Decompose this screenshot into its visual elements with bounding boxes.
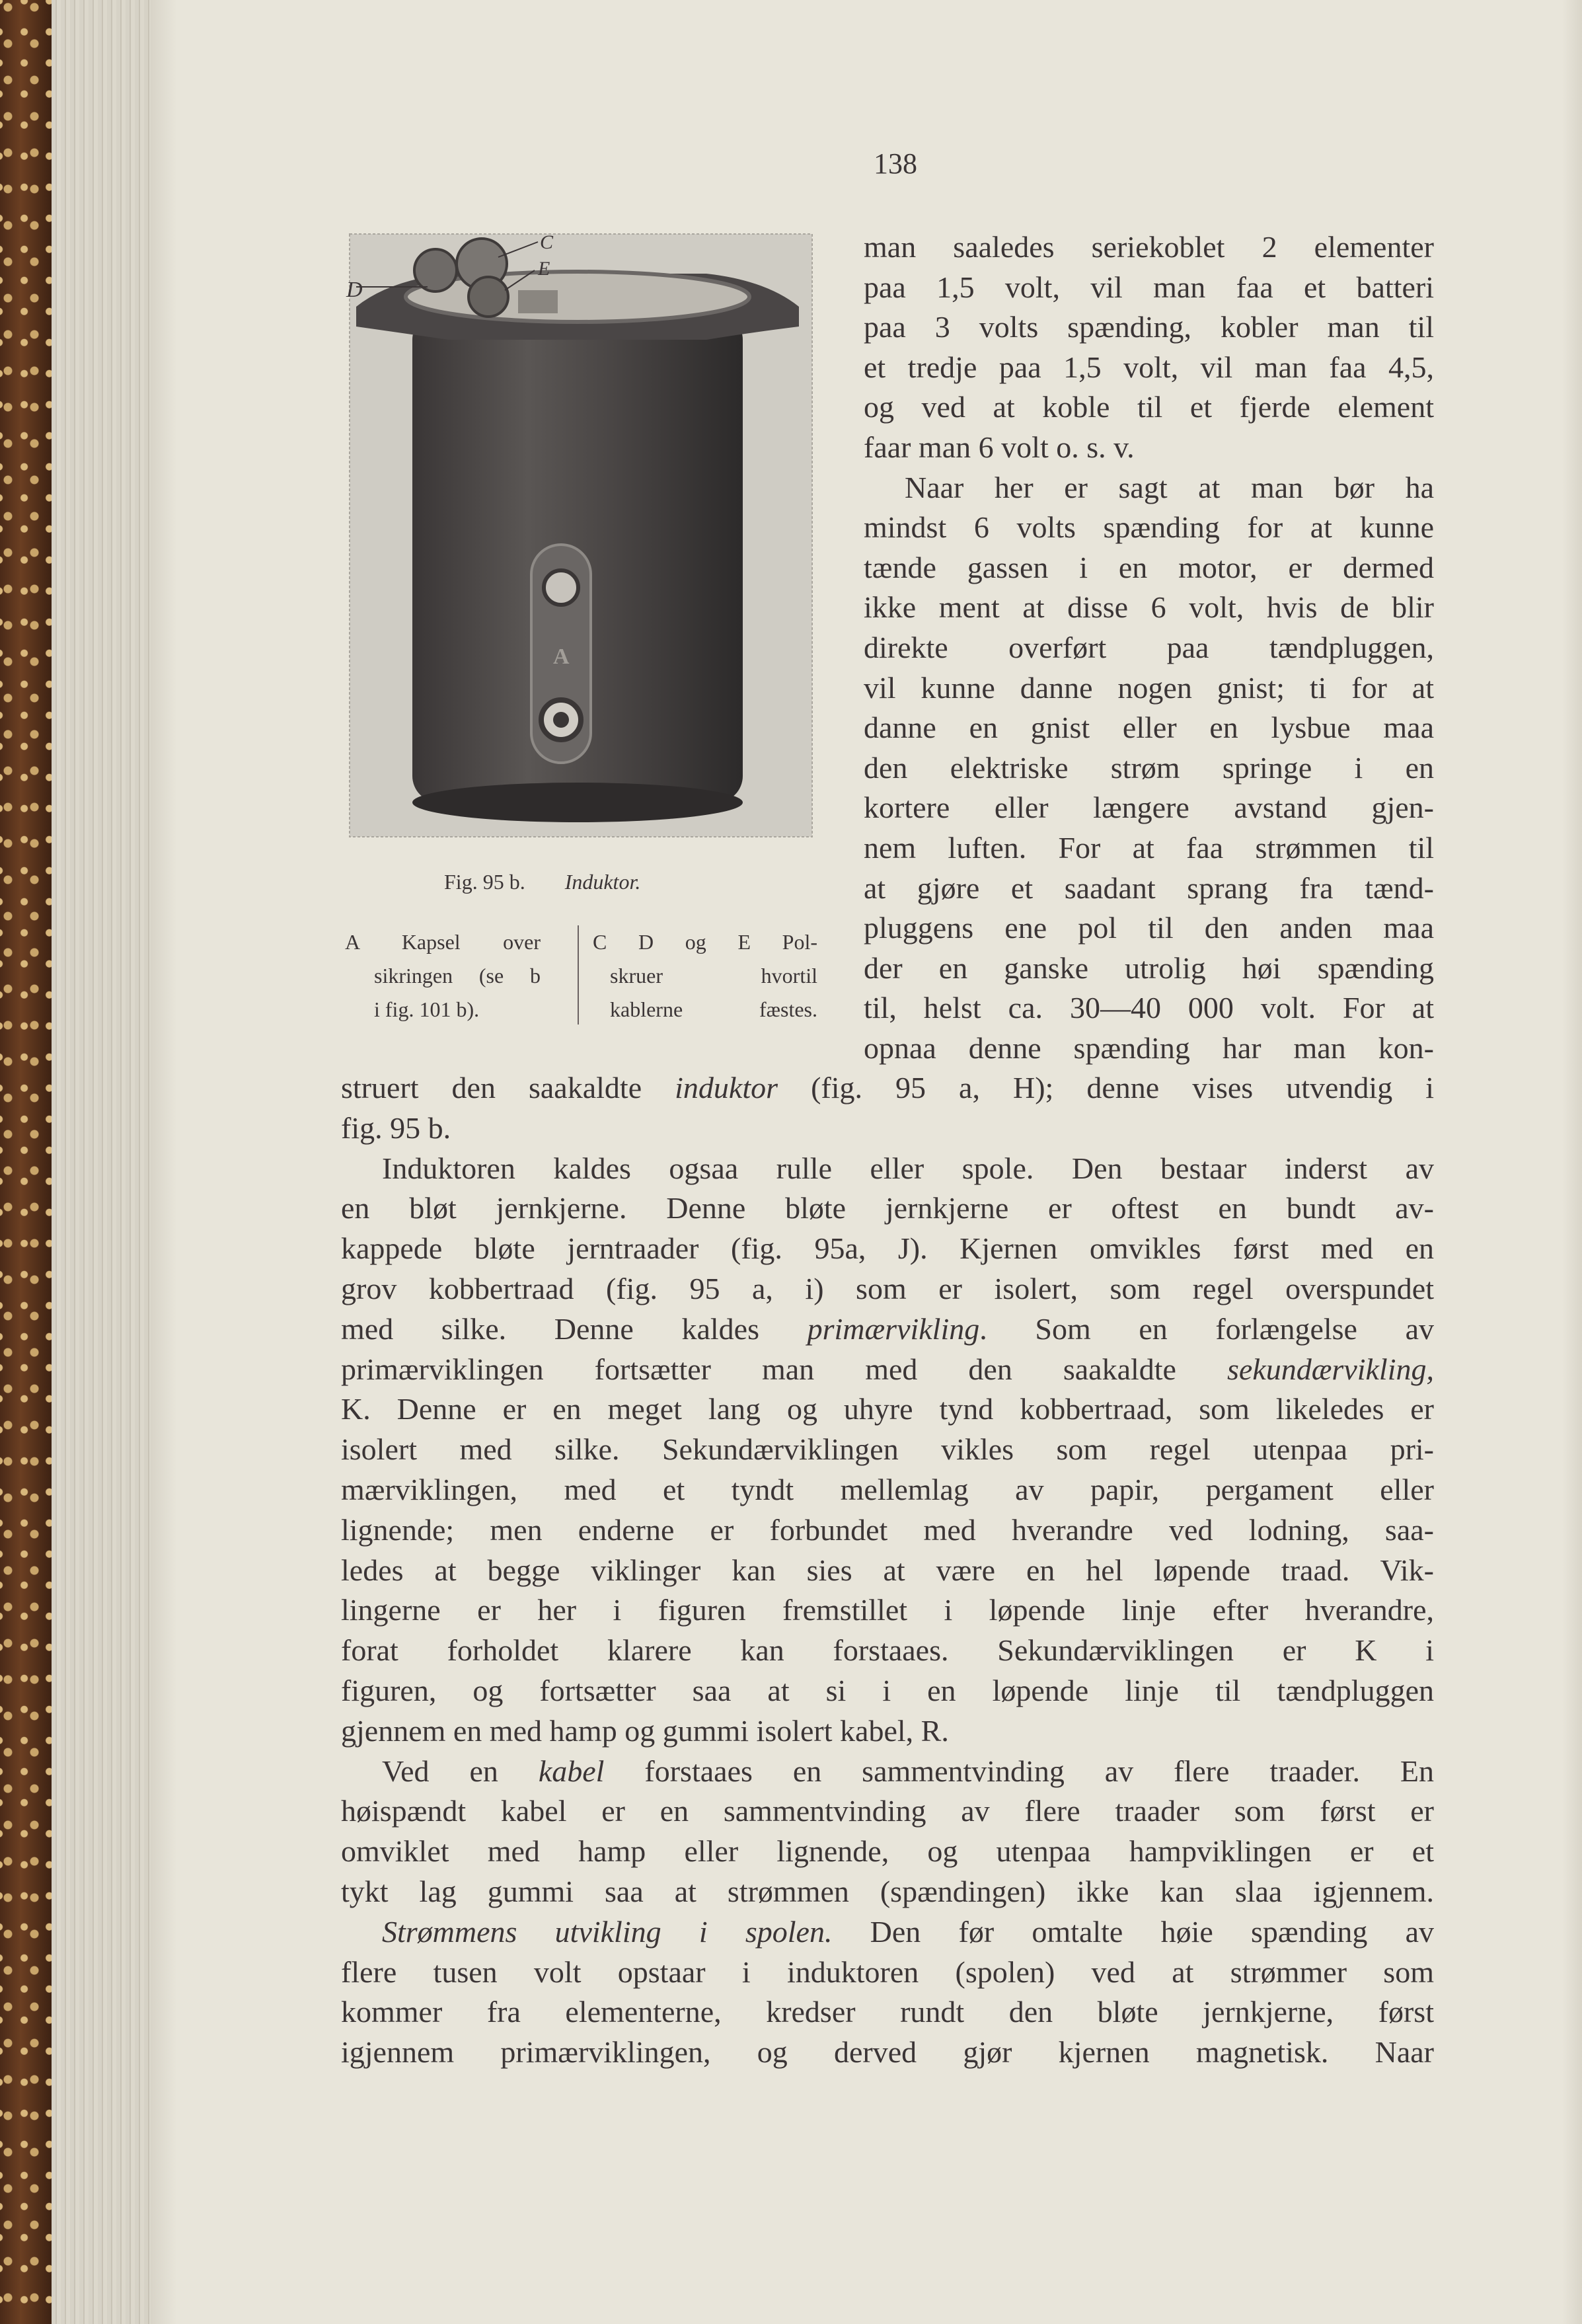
text-segment: kortere eller længere avstand gjen- xyxy=(864,791,1434,824)
text-line xyxy=(382,1149,1434,1188)
text-segment: lignende; men enderne er forbundet med hverandre ved lodning, saa- xyxy=(341,1513,1434,1547)
text-segment: Ved en xyxy=(382,1754,539,1788)
text-line xyxy=(341,1229,1434,1268)
text-segment: til, helst ca. 30—40 000 volt. For at xyxy=(864,991,1434,1025)
text-segment: en bløt jernkjerne. Denne bløte jernkjerne er oftest en bundt av- xyxy=(341,1191,1434,1225)
text-segment: lingerne er her i figuren fremstillet i løpende linje efter hverandre, xyxy=(341,1593,1434,1627)
text-segment: danne en gnist eller en lysbue maa xyxy=(864,711,1434,744)
text-segment: Induktoren kaldes ogsaa rulle eller spole. Den bestaar inderst av xyxy=(382,1151,1434,1185)
page-shadow xyxy=(151,0,177,2324)
text-segment: paa 3 volts spænding, kobler man til xyxy=(864,310,1434,344)
text-line xyxy=(864,788,1434,828)
legend-line: skruer hvortil xyxy=(610,964,817,988)
text-segment: paa 1,5 volt, vil man faa et batteri xyxy=(864,270,1434,304)
text-segment: ledes at begge viklinger kan sies at være en hel løpende traad. Vik- xyxy=(341,1553,1434,1587)
text-line xyxy=(864,668,1434,708)
text-line xyxy=(341,1309,1434,1349)
text-segment: vil kunne danne nogen gnist; ti for at xyxy=(864,671,1434,705)
text-segment: flere tusen volt opstaar i induktoren (spolen) ved at strømmer som xyxy=(341,1955,1434,1989)
text-line xyxy=(341,1389,1434,1429)
text-line xyxy=(341,1108,1434,1148)
text-line xyxy=(864,268,1434,307)
text-segment: nem luften. For at faa strømmen til xyxy=(864,831,1434,865)
text-line xyxy=(341,1430,1434,1469)
text-segment: faar man 6 volt o. s. v. xyxy=(864,430,1135,464)
legend-right xyxy=(593,925,817,1026)
text-segment: primærviklingen fortsætter man med den saakaldte xyxy=(341,1352,1227,1386)
text-segment: mindst 6 volts spænding for at kunne xyxy=(864,510,1434,544)
text-segment: tænde gassen i en motor, er dermed xyxy=(864,551,1434,584)
text-line xyxy=(341,1350,1434,1389)
text-line xyxy=(341,1590,1434,1630)
text-segment: man saaledes seriekoblet 2 elementer xyxy=(864,230,1434,264)
text-segment: der en ganske utrolig høi spænding xyxy=(864,951,1434,985)
text-line xyxy=(341,2033,1434,2072)
label-c: C xyxy=(540,231,554,253)
text-line xyxy=(864,348,1434,387)
figure-caption xyxy=(444,865,640,899)
text-line xyxy=(341,1791,1434,1831)
text-line xyxy=(864,1028,1434,1068)
text-segment: og ved at koble til et fjerde element xyxy=(864,390,1434,424)
legend-line: kablerne fæstes. xyxy=(610,997,817,1021)
text-line xyxy=(864,828,1434,868)
text-line xyxy=(864,949,1434,988)
text-line xyxy=(864,227,1434,267)
text-segment: . Som en forlængelse av xyxy=(979,1312,1434,1346)
legend-left xyxy=(345,925,541,1026)
text-segment: isolert med silke. Sekundærviklingen vikles som regel utenpaa pri- xyxy=(341,1432,1434,1466)
text-line xyxy=(864,988,1434,1028)
text-segment: fig. 95 b. xyxy=(341,1111,451,1145)
text-line xyxy=(341,1188,1434,1228)
label-d: D xyxy=(346,278,363,302)
legend-line: A Kapsel over xyxy=(345,930,541,954)
italic-term: sekundærvikling, xyxy=(1227,1352,1434,1386)
text-line xyxy=(864,628,1434,668)
text-segment: Den før omtalte høie spænding av xyxy=(832,1915,1434,1949)
legend-line: i fig. 101 b). xyxy=(374,997,480,1021)
text-segment: struert den saakaldte xyxy=(341,1071,675,1104)
text-segment: kommer fra elementerne, kredser rundt den bløte jernkjerne, først xyxy=(341,1995,1434,2029)
text-segment: et tredje paa 1,5 volt, vil man faa 4,5, xyxy=(864,350,1434,384)
text-line xyxy=(341,1832,1434,1871)
text-segment: (fig. 95 a, H); denne vises utvendig i xyxy=(778,1071,1435,1104)
text-line xyxy=(341,1953,1434,1992)
text-line xyxy=(382,1912,1434,1952)
text-segment: tykt lag gummi saa at strømmen (spændingen) ikke kan slaa igjennem. xyxy=(341,1875,1434,1908)
italic-term: Strømmens utvikling i spolen. xyxy=(382,1915,833,1949)
italic-term: primærvikling xyxy=(807,1312,980,1346)
text-line xyxy=(864,748,1434,788)
label-e: E xyxy=(538,258,550,280)
text-segment: K. Denne er en meget lang og uhyre tynd kobbertraad, som likeledes er xyxy=(341,1392,1434,1426)
terminal-d xyxy=(414,249,457,291)
figure-induktor-photo xyxy=(346,231,812,837)
text-line xyxy=(341,1992,1434,2032)
text-line xyxy=(341,1269,1434,1309)
text-segment: pluggens ene pol til den anden maa xyxy=(864,911,1434,945)
text-line xyxy=(864,428,1434,467)
text-line xyxy=(341,1872,1434,1912)
text-segment: ikke ment at disse 6 volt, hvis de blir xyxy=(864,590,1434,624)
text-segment: Naar her er sagt at man bør ha xyxy=(905,471,1434,504)
text-segment: gjennem en med hamp og gummi isolert kabel, R. xyxy=(341,1714,949,1748)
text-segment: direkte overført paa tændpluggen, xyxy=(864,631,1434,664)
text-segment: kappede bløte jerntraader (fig. 95a, J). Kjernen omvikles først med en xyxy=(341,1231,1434,1265)
text-segment: omviklet med hamp eller lignende, og utenpaa hampviklingen er et xyxy=(341,1834,1434,1868)
text-segment: figuren, og fortsætter saa at si i en løpende linje til tændpluggen xyxy=(341,1674,1434,1707)
page-right-edge xyxy=(1562,0,1582,2324)
italic-term: induktor xyxy=(675,1071,778,1104)
text-segment: den elektriske strøm springe i en xyxy=(864,751,1434,785)
text-segment: opnaa denne spænding har man kon- xyxy=(864,1031,1434,1065)
text-line xyxy=(341,1711,1434,1751)
text-line xyxy=(341,1510,1434,1550)
text-line xyxy=(341,1470,1434,1510)
text-line xyxy=(864,869,1434,908)
text-line xyxy=(341,1068,1434,1108)
text-line xyxy=(864,588,1434,627)
text-line xyxy=(864,508,1434,547)
page-stack-edge xyxy=(52,0,151,2324)
text-line xyxy=(905,468,1434,508)
text-line xyxy=(341,1631,1434,1670)
legend-divider xyxy=(578,925,579,1025)
page-number: 138 xyxy=(874,147,917,180)
text-line xyxy=(864,387,1434,427)
text-line xyxy=(864,908,1434,948)
text-segment: forat forholdet klarere kan forstaaes. Sekundærviklingen er K i xyxy=(341,1633,1434,1667)
caption-fig-number: Fig. 95 b. xyxy=(444,870,525,894)
legend-line: C D og E Pol- xyxy=(593,930,817,954)
text-segment: at gjøre et saadant sprang fra tænd- xyxy=(864,871,1434,905)
italic-term: kabel xyxy=(538,1754,605,1788)
text-segment: igjennem primærviklingen, og derved gjør kjernen magnetisk. Naar xyxy=(341,2035,1434,2069)
book-edge xyxy=(0,0,52,2324)
label-a: A xyxy=(553,644,570,669)
text-segment: høispændt kabel er en sammentvinding av flere traader som først er xyxy=(341,1794,1434,1828)
legend-line: sikringen (se b xyxy=(374,964,541,988)
caption-title: Induktor. xyxy=(564,870,641,894)
text-segment: forstaaes en sammentvinding av flere traader. En xyxy=(604,1754,1434,1788)
text-line xyxy=(341,1671,1434,1711)
text-line xyxy=(864,708,1434,748)
text-line xyxy=(864,548,1434,588)
text-line xyxy=(341,1551,1434,1590)
text-line xyxy=(382,1752,1434,1791)
text-segment: mærviklingen, med et tyndt mellemlag av papir, pergament eller xyxy=(341,1473,1434,1506)
text-segment: med silke. Denne kaldes xyxy=(341,1312,808,1346)
text-line xyxy=(864,307,1434,347)
text-segment: grov kobbertraad (fig. 95 a, i) som er isolert, som regel overspundet xyxy=(341,1272,1434,1305)
